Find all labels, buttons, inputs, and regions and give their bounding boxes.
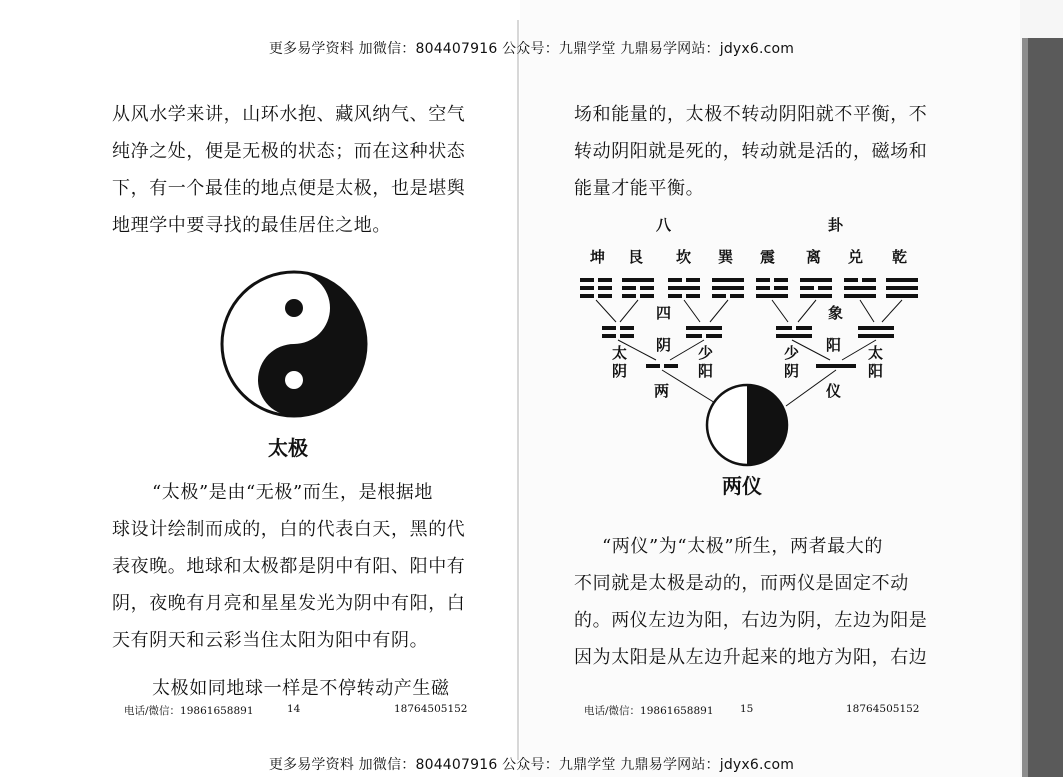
trigram-label-gen: 艮 bbox=[628, 248, 644, 266]
diagram-header-gua: 卦 bbox=[828, 216, 844, 234]
taiji-caption: 太极 bbox=[268, 436, 308, 460]
text-line: 因为太阳是从左边升起来的地方为阳，右边 bbox=[574, 647, 928, 668]
left-page-number: 14 bbox=[287, 703, 301, 715]
taiji-symbol-icon bbox=[218, 268, 370, 420]
trigram-label-xun: 巽 bbox=[718, 248, 734, 266]
top-banner: 更多易学资料 加微信：804407916 公众号：九鼎学堂 九鼎易学网站：jdyx6.com bbox=[268, 41, 795, 57]
shao-yang-label: 少 阳 bbox=[698, 344, 714, 380]
right-paragraph-2 bbox=[574, 528, 927, 676]
left-paragraph-1 bbox=[112, 96, 465, 244]
book-spine bbox=[517, 20, 519, 760]
text-line: 表夜晚。地球和太极都是阴中有阳、阳中有 bbox=[112, 556, 466, 577]
right-footer-contact: 电话/微信：19861658891 bbox=[584, 705, 714, 717]
trigram-label-zhen: 震 bbox=[760, 248, 776, 266]
left-paragraph-2 bbox=[112, 474, 465, 659]
text-line: 转动阴阳就是死的，转动就是活的，磁场和 bbox=[574, 141, 928, 162]
scan-edge bbox=[1022, 38, 1063, 777]
tai-yang-label: 太 阳 bbox=[868, 344, 884, 380]
liangyi-caption: 两仪 bbox=[722, 474, 762, 498]
right-paragraph-1 bbox=[574, 96, 927, 207]
si-label: 四 bbox=[656, 304, 672, 322]
text-line: 从风水学来讲，山环水抱、藏风纳气、空气 bbox=[112, 104, 466, 125]
liangyi-circle-icon bbox=[704, 382, 790, 468]
trigram-label-kan: 坎 bbox=[676, 248, 692, 266]
text-line: 下，有一个最佳的地点便是太极，也是堪舆 bbox=[112, 178, 466, 199]
yang-label: 阳 bbox=[826, 336, 842, 354]
yin-label: 阴 bbox=[656, 336, 672, 354]
text-line: 地理学中要寻找的最佳居住之地。 bbox=[112, 215, 391, 236]
right-page-number: 15 bbox=[740, 703, 754, 715]
text-line: 场和能量的，太极不转动阴阳就不平衡，不 bbox=[574, 104, 928, 125]
left-footer-contact: 电话/微信：19861658891 bbox=[124, 705, 254, 717]
text-line: “两仪”为“太极”所生，两者最大的 bbox=[602, 536, 884, 557]
trigram-label-li: 离 bbox=[806, 248, 822, 266]
text-line: 不同就是太极是动的，而两仪是固定不动 bbox=[574, 573, 909, 594]
xiang-label: 象 bbox=[828, 304, 844, 322]
text-line: “太极”是由“无极”而生，是根据地 bbox=[152, 482, 434, 503]
text-line: 阴，夜晚有月亮和星星发光为阴中有阳，白 bbox=[112, 593, 466, 614]
tai-yin-label: 太 阴 bbox=[612, 344, 628, 380]
text-line: 能量才能平衡。 bbox=[574, 178, 705, 199]
right-footer-phone: 18764505152 bbox=[846, 703, 920, 715]
diagram-header-ba: 八 bbox=[656, 216, 672, 234]
liang-label: 两 bbox=[654, 382, 670, 400]
shao-yin-label: 少 阴 bbox=[784, 344, 800, 380]
yi-label: 仪 bbox=[826, 382, 842, 400]
left-paragraph-3: 太极如同地球一样是不停转动产生磁 bbox=[152, 678, 450, 699]
text-line: 的。两仪左边为阳，右边为阴，左边为阳是 bbox=[574, 610, 928, 631]
text-line: 球设计绘制而成的，白的代表白天，黑的代 bbox=[112, 519, 466, 540]
left-footer-phone: 18764505152 bbox=[394, 703, 468, 715]
scan-edge-shadow bbox=[1022, 38, 1028, 777]
text-line: 天有阴天和云彩当住太阳为阳中有阴。 bbox=[112, 630, 429, 651]
bottom-banner: 更多易学资料 加微信：804407916 公众号：九鼎学堂 九鼎易学网站：jdyx6.com bbox=[268, 757, 795, 773]
text-line: 纯净之处，便是无极的状态；而在这种状态 bbox=[112, 141, 466, 162]
trigram-label-dui: 兑 bbox=[848, 248, 864, 266]
trigram-label-qian: 乾 bbox=[892, 248, 908, 266]
trigram-label-kun: 坤 bbox=[590, 248, 606, 266]
